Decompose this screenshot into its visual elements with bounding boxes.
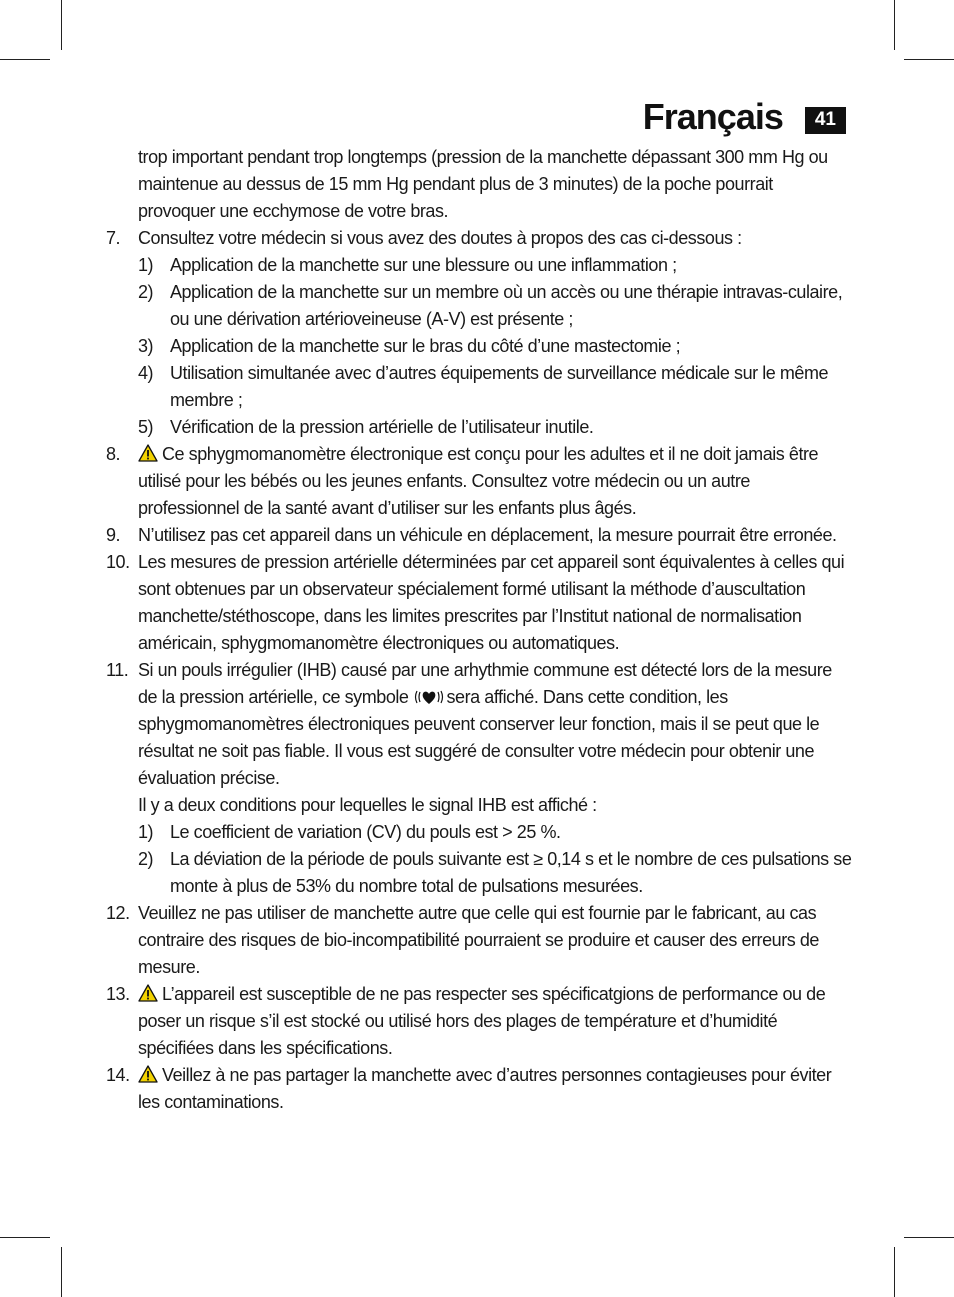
sub-item: 3) Application de la manchette sur le bras du côté d’une mastectomie ; [138,336,681,356]
item-number: 12. [106,903,130,923]
item-number: 8. [106,444,121,464]
item-text: Veillez à ne pas partager la manchette avec d’autres personnes contagieuses pour éviter les contaminations. [138,1065,832,1112]
item-text: N’utilisez pas cet appareil dans un véhicule en déplacement, la mesure pourrait être erronée. [138,525,837,545]
item-text: Les mesures de pression artérielle déterminées par cet appareil sont équivalentes à celles qui sont obtenues par un observateur spécialement formé utilisant la méthode d’auscultation manchette/stéthoscope, dans les limites prescrites par l’Institut national de normalisation américain, sphygmomanomètre électroniques ou automatiques. [138,552,845,653]
sub-item: 1) Le coefficient de variation (CV) du pouls est > 25 %. [138,822,561,842]
crop-mark-top-right-h [904,59,954,60]
conditions-intro: Il y a deux conditions pour lequelles le signal IHB est affiché : [138,795,597,815]
list-item-7 [0,225,954,252]
warning-triangle-icon [138,984,158,1002]
page-number-badge: 41 [805,107,846,134]
item-number: 9. [106,525,121,545]
warning-triangle-icon [138,1065,158,1083]
item-number: 7. [106,228,121,248]
sub-item: 1) Application de la manchette sur une blessure ou une inflammation ; [138,255,677,275]
item-text: Veuillez ne pas utiliser de manchette autre que celle qui est fournie par le fabricant, au cas contraire des risques de bio-incompatibilité pourraient se produire et causer des erreurs de mesure. [138,903,819,977]
sub-item: 2) Application de la manchette sur un membre où un accès ou une thérapie intravas-culaire, ou une dérivation artérioveineuse (A-V) est présente ; [138,282,843,329]
item-text: Ce sphygmomanomètre électronique est conçu pour les adultes et il ne doit jamais être utilisé pour les bébés ou les jeunes enfants. Consultez votre médecin ou un autre professionnel de la santé avant d’utiliser sur les enfants plus âgés. [138,444,819,518]
instructions-list [0,144,954,1116]
list-item-14 [0,1062,954,1116]
crop-mark-bottom-right-h [904,1237,954,1238]
list-item-8 [0,441,954,522]
list-item-13 [0,981,954,1062]
item-number: 10. [106,552,130,572]
sub-item: 5) Vérification de la pression artérielle de l’utilisateur inutile. [138,417,594,437]
crop-mark-top-right-v [894,0,895,50]
list-item-11: 11. Si un pouls irrégulier (IHB) causé par une arhythmie commune est détecté lors de la mesure de la pression artérielle, ce symbole sera affiché. Dans cette condition, les sphygmomanomètres électroniques peuvent conserver leur fonction, mais il se peut que le résultat ne soit pas fiable. Il vous est suggéré de consulter votre médecin pour obtenir une évaluation précise. [0,657,954,792]
item-text: L’appareil est susceptible de ne pas respecter ses spécificatgions de performance ou de poser un risque s’il est stocké ou utilisé hors des plages de température et d’humidité spécifiées dans les spécifications. [138,984,826,1058]
page-header [643,96,846,138]
item-number: 14. [106,1065,130,1085]
crop-mark-bottom-left-v [61,1247,62,1297]
crop-mark-top-left-h [0,59,50,60]
continuation-text: trop important pendant trop longtemps (pression de la manchette dépassant 300 mm Hg ou maintenue au dessus de 15 mm Hg pendant plus de 3 minutes) de la poche pourrait provoquer une ecchymose de votre bras. [138,147,828,221]
language-title: Français [642,96,783,137]
list-item-9 [0,522,954,549]
sub-item: 2) La déviation de la période de pouls suivante est ≥ 0,14 s et le nombre de ces pulsations se monte à plus de 53% du nombre total de pulsations mesurées. [138,849,852,896]
sub-item: 4) Utilisation simultanée avec d’autres équipements de surveillance médicale sur le même membre ; [138,363,829,410]
item-text: Si un pouls irrégulier (IHB) causé par une arhythmie commune est détecté lors de la mesure de la pression artérielle, ce symbole [138,660,832,707]
item-number: 13. [106,984,130,1004]
crop-mark-top-left-v [61,0,62,50]
irregular-heartbeat-icon [413,688,445,706]
list-item-12 [0,900,954,981]
crop-mark-bottom-left-h [0,1237,50,1238]
list-item-10 [0,549,954,657]
item-text: Consultez votre médecin si vous avez des doutes à propos des cas ci-dessous : [138,228,742,248]
item-number: 11. [106,660,129,680]
warning-triangle-icon [138,444,158,462]
crop-mark-bottom-right-v [894,1247,895,1297]
